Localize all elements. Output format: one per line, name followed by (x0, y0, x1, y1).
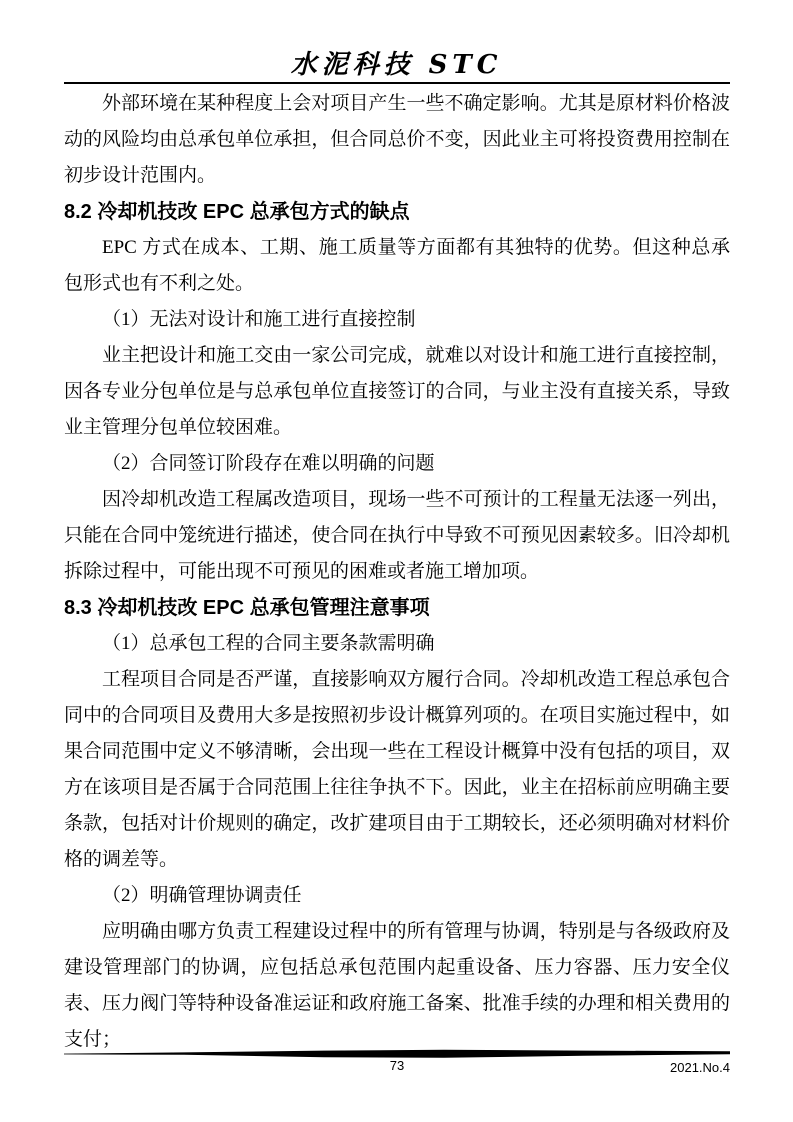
journal-title: 水泥科技 STC (290, 50, 503, 80)
page-number: 73 (389, 1058, 405, 1073)
numbered-item: （1）无法对设计和施工进行直接控制 (102, 309, 416, 330)
body-paragraph: EPC 方式在成本、工期、施工质量等方面都有其独特的优势。但这种总承包形式也有不利之处。 (64, 237, 730, 294)
footer-row (64, 1058, 730, 1076)
document-body (64, 86, 730, 1058)
numbered-item: （2）明确管理协调责任 (102, 885, 302, 906)
body-paragraph: 应明确由哪方负责工程建设过程中的所有管理与协调，特别是与各级政府及建设管理部门的协调，应包括总承包范围内起重设备、压力容器、压力安全仪表、压力阀门等特种设备准运证和政府施工备案、批准手续的办理和相关费用的支付； (64, 921, 730, 1050)
body-paragraph: 工程项目合同是否严谨，直接影响双方履行合同。冷却机改造工程总承包合同中的合同项目及费用大多是按照初步设计概算列项的。在项目实施过程中，如果合同范围中定义不够清晰，会出现一些在工程设计概算中没有包括的项目，双方在该项目是否属于合同范围上往往争执不下。因此，业主在招标前应明确主要条款，包括对计价规则的确定，改扩建项目由于工期较长，还必须明确对材料价格的调差等。 (64, 669, 730, 870)
header-rule (64, 82, 730, 84)
issue-label: 2021.No.4 (670, 1060, 730, 1075)
numbered-item: （1）总承包工程的合同主要条款需明确 (102, 633, 435, 654)
body-paragraph: 业主把设计和施工交由一家公司完成，就难以对设计和施工进行直接控制，因各专业分包单位是与总承包单位直接签订的合同，与业主没有直接关系，导致业主管理分包单位较困难。 (64, 345, 730, 438)
section-heading: 8.2 冷却机技改 EPC 总承包方式的缺点 (64, 201, 410, 223)
body-paragraph: 因冷却机改造工程属改造项目，现场一些不可预计的工程量无法逐一列出，只能在合同中笼统进行描述，使合同在执行中导致不可预见因素较多。旧冷却机拆除过程中，可能出现不可预见的困难或者施工增加项。 (64, 489, 730, 582)
section-heading: 8.3 冷却机技改 EPC 总承包管理注意事项 (64, 597, 430, 619)
body-paragraph: 外部环境在某种程度上会对项目产生一些不确定影响。尤其是原材料价格波动的风险均由总承包单位承担，但合同总价不变，因此业主可将投资费用控制在初步设计范围内。 (64, 93, 730, 186)
numbered-item: （2）合同签订阶段存在难以明确的问题 (102, 453, 435, 474)
